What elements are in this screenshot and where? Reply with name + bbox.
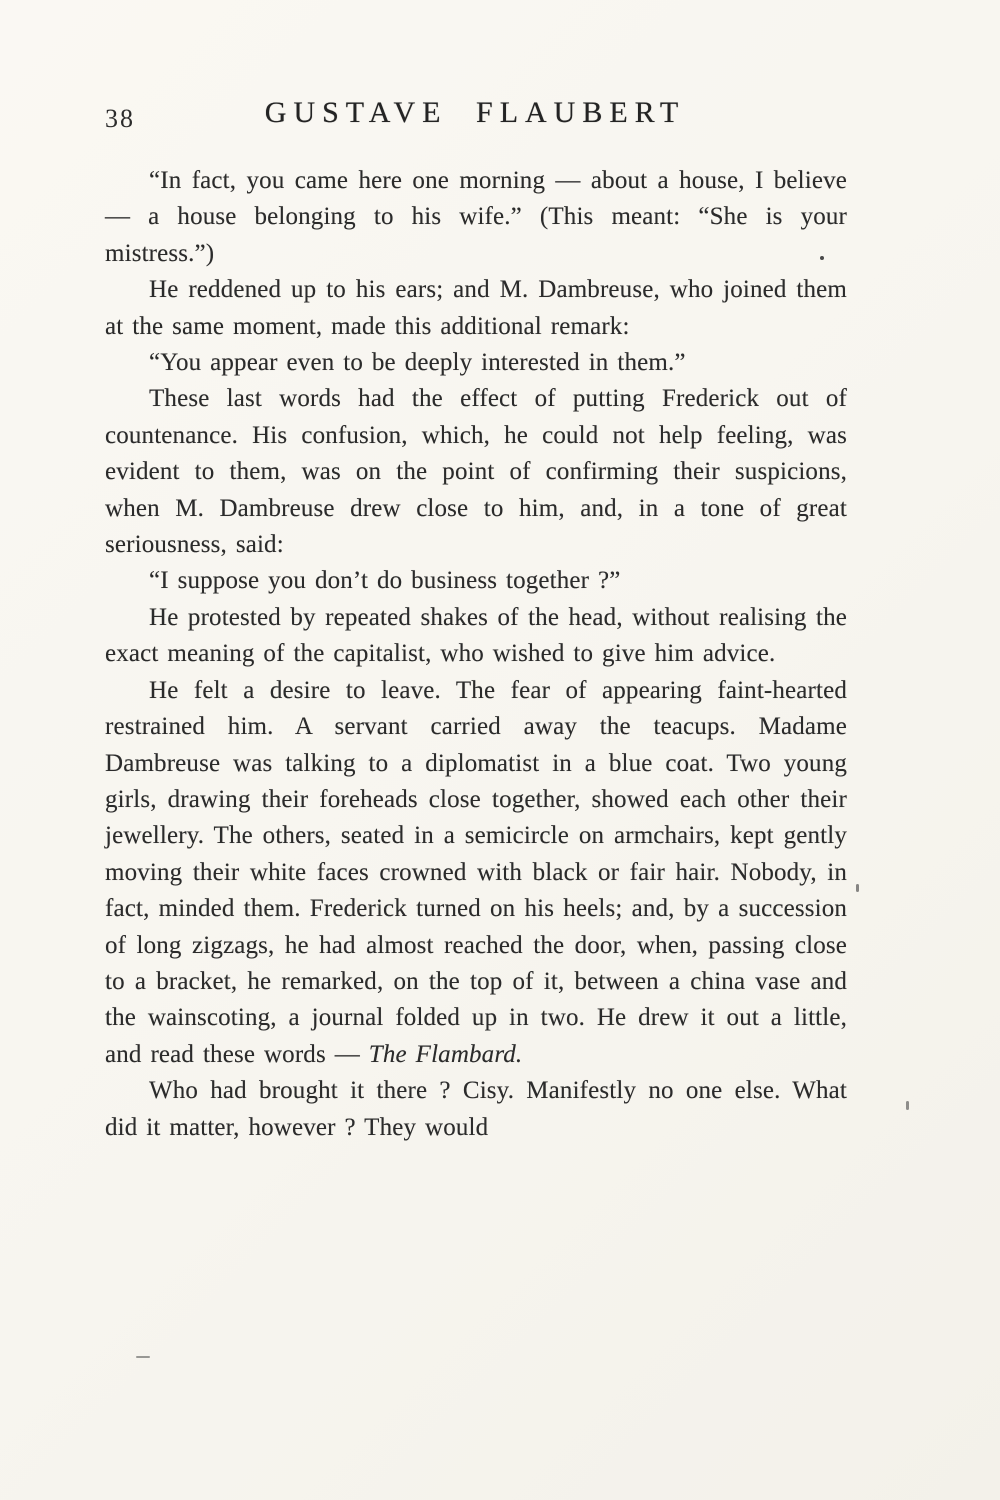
paragraph-1: “In fact, you came here one morning — about a house, I believe — a house belonging to his wife.” (This meant: “She is your mistress.”) — [105, 167, 847, 267]
scan-artifact — [136, 1356, 150, 1358]
scan-artifact — [820, 256, 824, 260]
paragraph-6: He protested by repeated shakes of the head, without realising the exact meaning of the capitalist, who wished to give him advice. — [105, 603, 847, 668]
paragraph-4: These last words had the effect of putting Frederick out of countenance. His confusion, which, he could not help feeling, was evident to them, was on the point of confirming their suspicions, when M. Dambreuse drew close to him, and, in a tone of great seriousness, said: — [105, 385, 847, 559]
scan-artifact — [906, 1101, 909, 1110]
page-header — [105, 96, 845, 140]
paragraph-8: Who had brought it there ? Cisy. Manifestly no one else. What did it matter, however ? They would — [105, 1077, 847, 1141]
paragraph-2: He reddened up to his ears; and M. Dambreuse, who joined them at the same moment, made this additional remark: — [105, 276, 847, 340]
scan-artifact — [856, 884, 859, 892]
paragraph-7 — [105, 673, 847, 1073]
paragraph-3: “You appear even to be deeply interested in them.” — [149, 349, 686, 377]
paragraph-7-italic-title: The Flambard. — [368, 1040, 523, 1068]
page-body — [105, 163, 847, 1146]
page-number: 38 — [105, 104, 135, 133]
paragraph-5: “I suppose you don’t do business together ?” — [149, 567, 621, 595]
running-title: GUSTAVE FLAUBERT — [264, 96, 686, 129]
paragraph-7-text: He felt a desire to leave. The fear of appearing faint-hearted restrained him. A servant carried away the teacups. Madame Dambreuse was talking to a diplomatist in a blue coat. Two young girls, drawing their foreheads close together, showed each other their jewellery. The others, seated in a semicircle on armchairs, kept gently moving their white faces crowned with black or fair hair. Nobody, in fact, minded them. Frederick turned on his heels; and, by a succession of long zigzags, he had almost reached the door, when, passing close to a bracket, he remarked, on the top of it, between a china vase and the wainscoting, a journal folded up in two. He drew it out a little, and read these words — — [105, 676, 847, 1068]
